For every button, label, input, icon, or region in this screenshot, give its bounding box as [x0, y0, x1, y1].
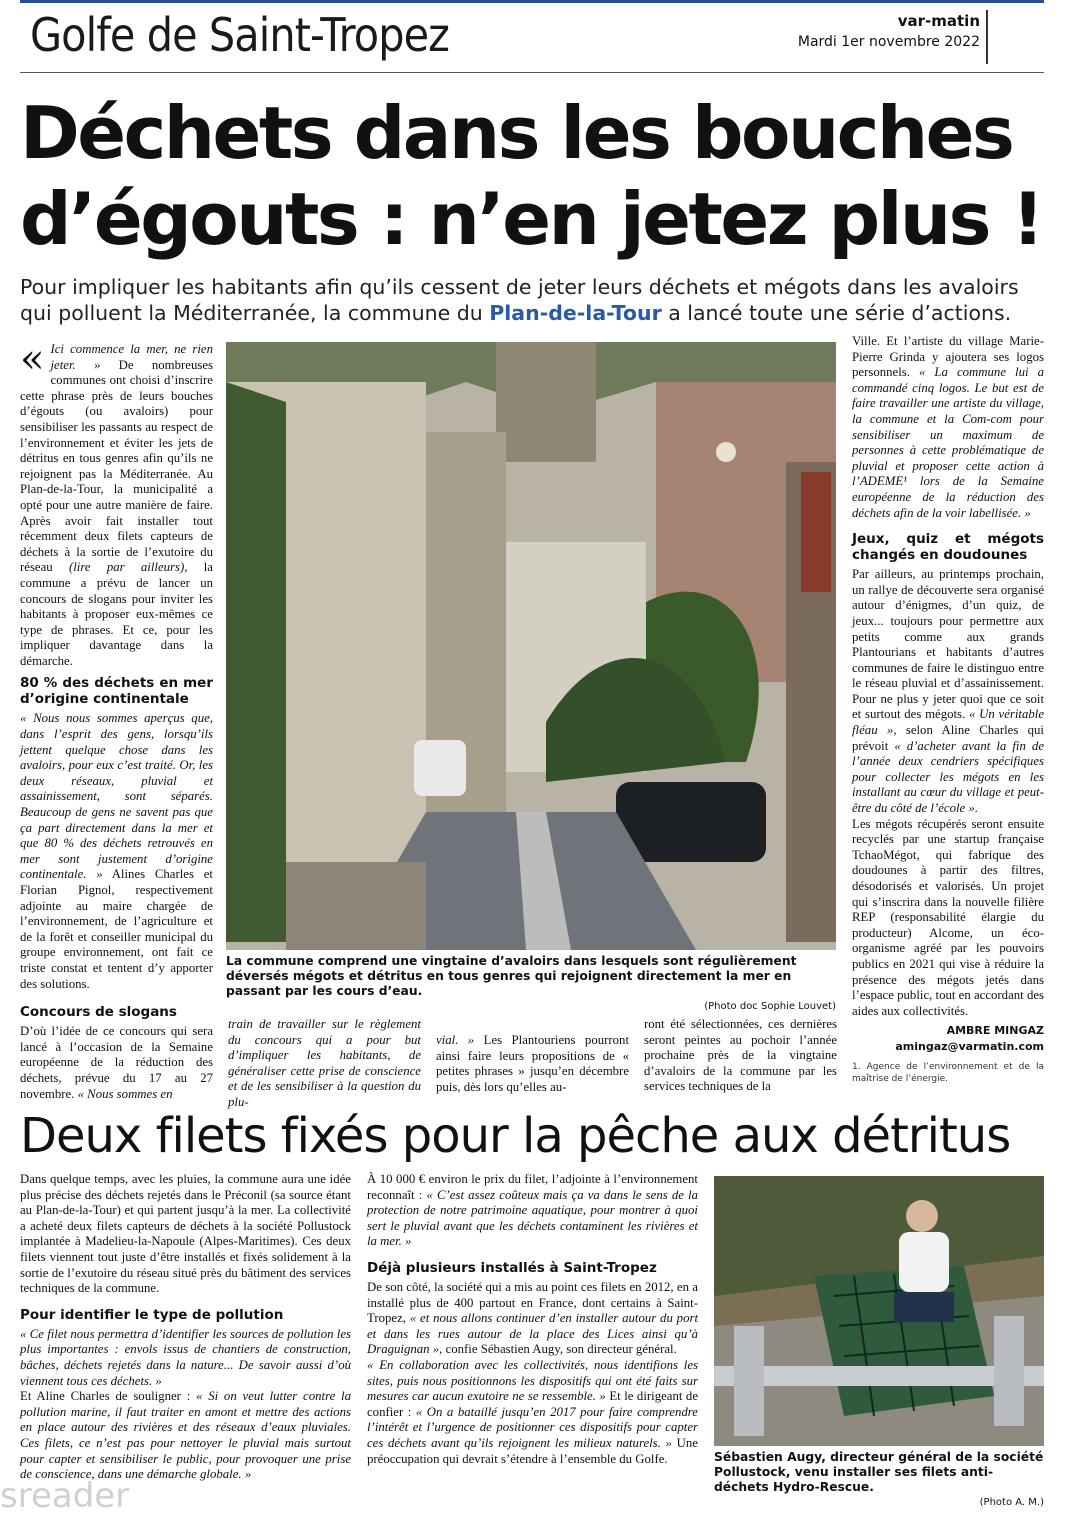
subheading: 80 % des déchets en mer d’origine continentale — [20, 675, 213, 708]
net-installation-photo — [714, 1176, 1044, 1446]
article-2-column-1: Dans quelque temps, avec les pluies, la commune aura une idée plus précise des déchets rejetés dans le Préconil (sa source étant au Plan-de-la-Tour) et qui partent jusqu’à la mer. La collectivité a acheté deux filets capteurs de déchets à la société Pollustock implantée à Madelieu-la-Napoule (Alpes-Maritimes). Ces deux filets viennent tout juste d’être installés et fixés solidement à la sortie de l’exutoire du réseau situé près du bâtiment des services techniques de la commune. Pour identifier le type de pollution « Ce filet nous permettra d’identifier les sources de pollution les plus importantes : envols issus de chantiers de construction, bâches, déchets rejetés dans la nature... De savoir aussi d’où viennent tous ces déchets. » Et Aline Charles de souligner : « Si on veut lutter contre la pollution marine, il faut traiter en amont et mettre des actions en place autour des rivières et des réseaux d’eaux pluviales. Ces filets, ce n’est pas pour nettoyer le pluvial mais surtout pour capter et sensibiliser le public, pour provoquer une prise de conscience, dans une démarche globale. » — [20, 1172, 351, 1482]
photo-credit: (Photo doc Sophie Louvet) — [704, 1001, 836, 1012]
subheading: Déjà plusieurs installés à Saint-Tropez — [367, 1259, 657, 1276]
watermark: sreader — [0, 1476, 130, 1516]
subheading: Pour identifier le type de pollution — [20, 1306, 284, 1323]
article-standfirst: Pour impliquer les habitants afin qu’ils cessent de jeter leurs déchets et mégots dans les avaloirs qui polluent la Méditerranée, la commune du Plan-de-la-Tour a lancé toute une série d’actions. — [20, 275, 1019, 325]
section-title: Golfe de Saint-Tropez — [30, 8, 450, 62]
article-column-3: vial. » Les Plantouriens pourront ainsi faire leurs propositions de « petites phrases » jusqu’en décembre puis, dès lors qu’elles au- — [436, 1033, 629, 1094]
article-column-1: « Ici commence la mer, ne rien jeter. » De nombreuses communes ont choisi d’inscrire cette phrase près de leurs bouches d’égouts (ou avaloirs) pour sensibiliser les passants au respect de l’environnement et éviter les jets de détritus en tous genres afin qu’ils ne rejoignent pas la Méditerranée. Au Plan-de-la-Tour, la municipalité a opté pour une autre manière de faire. Après avoir fait installer tout récemment deux filets capteurs de déchets à la sortie de l’exutoire du réseau (lire par ailleurs), la commune a prévu de lancer un concours de slogans pour inviter les habitants à proposer eux-mêmes ce type de phrases. Et ce, pour les impliquer davantage dans la démarche. 80 % des déchets en mer d’origine continentale « Nous nous sommes aperçus que, dans l’esprit des gens, lorsqu’ils jettent quelque chose dans les avaloirs, pour eux c’est traité. Or, les deux réseaux, pluvial et assainissement, sont séparés. Beaucoup de gens ne savent pas que ça part directement dans la mer et que 80 % des déchets retrouvés en mer sont justement d’origine continentale. » Alines Charles et Florian Pignol, respectivement adjointe au maire chargée de l’environnement, de l’agriculture et de la forêt et conseiller municipal du groupe environnement, ont fait ce triste constat et tentent d’y apporter des solutions. Concours de slogans D’où l’idée de ce concours qui sera lancé à l’occasion de la Semaine européenne de la réduction des déchets, prévue du 17 au 27 novembre. « Nous sommes en — [20, 336, 213, 1101]
subheading: Concours de slogans — [20, 1004, 177, 1021]
photo-2-caption: Sébastien Augy, directeur général de la société Pollustock, venu installer ses filets anti-déchets Hydro-Rescue. (Photo A. M.) — [714, 1450, 1044, 1508]
issue-date: Mardi 1er novembre 2022 — [797, 34, 980, 50]
author-email[interactable]: amingaz@varmatin.com — [895, 1039, 1044, 1053]
subheading: Jeux, quiz et mégots changés en doudounes — [852, 531, 1044, 564]
photo-caption: La commune comprend une vingtaine d’avaloirs dans lesquels sont régulièrement déversés mégots et détritus en tous genres qui rejoignent directement la mer en passant par les cours d’eau. (Photo doc Sophie Louvet) — [226, 954, 836, 1012]
footnote: 1. Agence de l’environnement et de la maîtrise de l’énergie. — [852, 1061, 1044, 1084]
photo-2-credit: (Photo A. M.) — [979, 1497, 1044, 1508]
place-name: Plan-de-la-Tour — [489, 301, 662, 325]
top-rule — [20, 0, 1044, 3]
article-headline: Déchets dans les bouches d’égouts : n’en jetez plus ! — [20, 91, 1042, 261]
newspaper-name: var-matin — [897, 12, 980, 30]
header-rule — [20, 72, 1044, 73]
article-2-headline: Deux filets fixés pour la pêche aux détritus — [20, 1108, 1011, 1164]
header-divider — [986, 10, 988, 64]
article-column-2: train de travailler sur le règlement du concours qui a pour but d’impliquer les habitants, de généraliser cette prise de conscience et de les sensibiliser à la question du plu- — [228, 1017, 421, 1109]
article-column-5: Ville. Et l’artiste du village Marie-Pierre Grinda y ajoutera ses logos personnels. « La commune lui a commandé cinq logos. Le but est de faire travailler une artiste du village, la commune et la Com-com pour sensibiliser un maximum de personnes à cette problématique de pluvial et proposer cette action à l’ADEME¹ lors de la Semaine européenne de la réduction des déchets afin de la voir labellisée. » Jeux, quiz et mégots changés en doudounes Par ailleurs, au printemps prochain, un rallye de découverte sera organisé autour d’énigmes, d’un quiz, de jeux... toujours pour permettre aux petits comme aux grands Plantourians et habitants d’autres communes de faire le distinguo entre le réseau pluvial et d’assainissement. Pour ne plus y jeter quoi que ce soit et surtout des mégots. « Un véritable fléau », selon Aline Charles qui prévoit « d’acheter avant la fin de l’année deux cendriers spécifiques pour collecter les mégots en les installant au cœur du village et peut-être du côté de l’école ». Les mégots récupérés seront ensuite recyclés par une startup française TchaoMégot, qui fabrique des doudounes à partir des filtres, désodorisés et valorisés. Un projet qui s’inscrira dans la nouvelle filière REP (responsabilité élargie du producteur) Alcome, un éco-organisme agréé par les pouvoirs publics en 2021 qui vise à réduire la présence des mégots jetés dans l’espace public, tout en accordant des aides aux collectivités. AMBRE MINGAZ amingaz@varmatin.com 1. Agence de l’environnement et de la maîtrise de l’énergie. — [852, 334, 1044, 1084]
article-column-4: ront été sélectionnées, ces dernières seront peintes au pochoir l’année prochaine près de la vingtaine d’avaloirs de la commune par les services techniques de la — [644, 1017, 837, 1094]
article-2-column-2: À 10 000 € environ le prix du filet, l’adjointe à l’environnement reconnaît : « C’est assez coûteux mais ça va dans le sens de la protection de notre patrimoine aquatique, pour montrer à quoi sert le pluvial avant que les déchets contaminent les rivières et la mer. » Déjà plusieurs installés à Saint-Tropez De son côté, la société qui a mis au point ces filets en 2012, en a installé plus de 400 partout en France, dont certains à Saint-Tropez, « et nous allons continuer d’en installer autour du port et dans les rues autour de la place des Lices ainsi qu’à Draguignan », confie Sébastien Augy, son directeur général. « En collaboration avec les collectivités, nous identifions les sites, puis nous positionnons les dispositifs qui ont été faits sur mesures car aucun exutoire ne se ressemble. » Et le dirigeant de confier : « On a bataillé jusqu’en 2017 pour faire comprendre l’intérêt et l’urgence de positionner ces dispositifs pour capter ces déchets avant qu’ils rejoignent les milieux naturels. » Une préoccupation qui devrait s’étendre à l’ensemble du Golfe. — [367, 1172, 699, 1466]
author-name: AMBRE MINGAZ — [946, 1024, 1044, 1038]
drop-quote: « — [20, 336, 45, 382]
street-photo — [226, 342, 836, 950]
